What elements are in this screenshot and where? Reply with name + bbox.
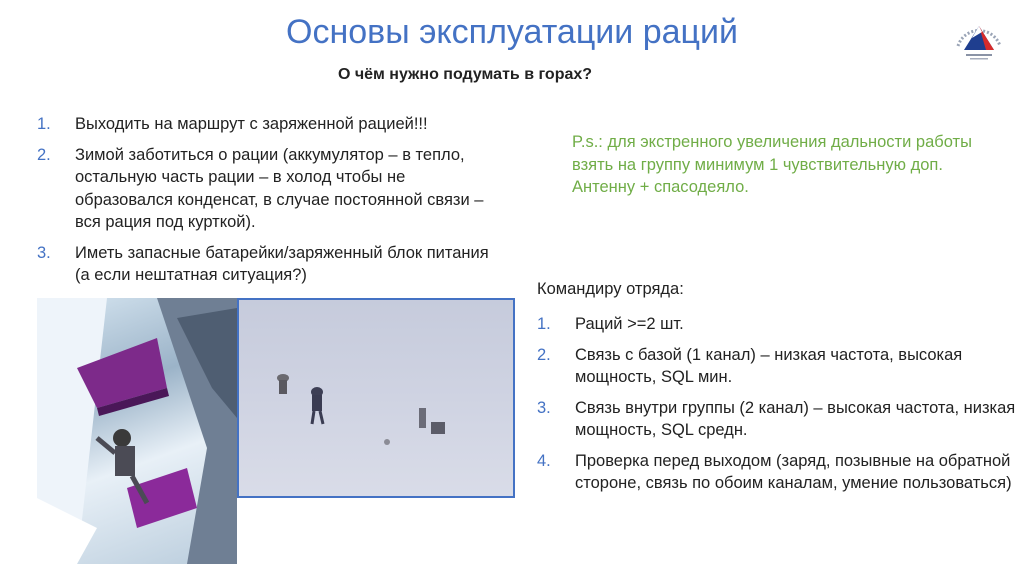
list-number: 2. [537, 345, 551, 364]
list-item [537, 313, 1017, 336]
list-item [37, 242, 507, 287]
list-item [37, 144, 507, 234]
list-number: 1. [37, 115, 51, 133]
commander-list [537, 313, 1017, 503]
list-item [537, 450, 1017, 495]
list-number: 3. [537, 398, 551, 417]
list-item-text: Зимой заботиться о рации (аккумулятор – в тепло, остальную часть рации – в холод чтобы не образовался конденсат, в случае постоянной связи – вся рация под курткой). [75, 145, 484, 231]
list-item-text: Раций >=2 шт. [575, 315, 684, 333]
ps-note: P.s.: для экстренного увеличения дальности работы взять на группу минимум 1 чувствительную доп. Антенну + спасодеяло. [572, 133, 972, 196]
list-item-text: Связь с базой (1 канал) – низкая частота, высокая мощность, SQL мин. [575, 345, 963, 386]
mountain-logo-icon [944, 14, 1014, 68]
list-number: 3. [37, 243, 51, 262]
subtitle: О чём нужно подумать в горах? [337, 66, 593, 83]
climber-photo [37, 298, 237, 564]
list-item [537, 397, 1017, 442]
slide-title: Основы эксплуатации раций [286, 13, 738, 51]
list-item-text: Иметь запасные батарейки/заряженный блок питания (а если нештатная ситуация?) [75, 243, 489, 284]
list-number: 1. [537, 315, 551, 333]
list-number: 2. [37, 145, 51, 164]
list-item-text: Связь внутри группы (2 канал) – высокая частота, низкая мощность, SQL средн. [575, 398, 1016, 439]
list-item-text: Проверка перед выходом (заряд, позывные на обратной стороне, связь по обоим каналам, умение пользоваться) [575, 451, 1012, 492]
list-item-text: Выходить на маршрут с заряженной рацией!!! [75, 115, 428, 133]
snowfield-photo [237, 298, 515, 498]
list-item [37, 113, 507, 136]
commander-heading: Командиру отряда: [537, 280, 684, 298]
mountain-tips-list [37, 113, 507, 295]
list-number: 4. [537, 451, 551, 470]
list-item [537, 344, 1017, 389]
